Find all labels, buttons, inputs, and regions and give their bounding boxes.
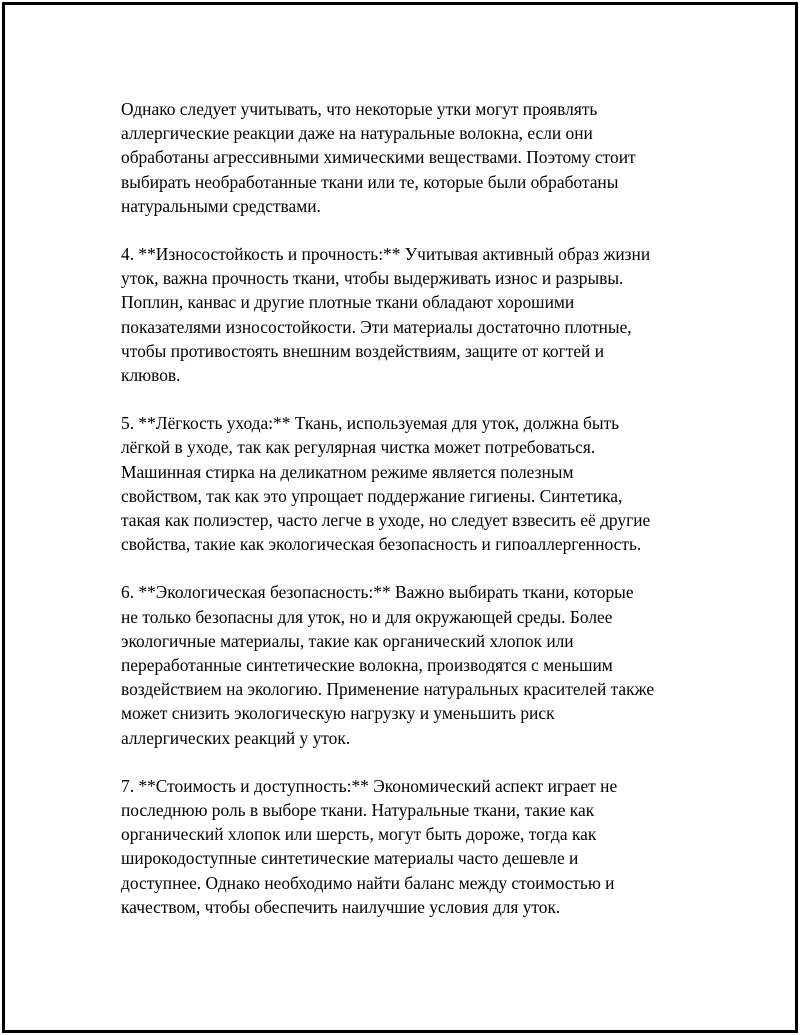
paragraph-item-6-eco-safety	[121, 580, 701, 749]
text-line: чтобы противостоять внешним воздействиям, защите от когтей и	[121, 340, 605, 361]
text-line: аллергические реакции даже на натуральные волокна, если они	[121, 123, 593, 144]
text-line: доступнее. Однако необходимо найти баланс между стоимостью и	[121, 872, 615, 893]
text-line: свойством, так как это упрощает поддержание гигиены. Синтетика,	[121, 485, 623, 506]
document-body	[121, 97, 701, 943]
text-line: 4. **Износостойкость и прочность:** Учитывая активный образ жизни	[121, 244, 651, 265]
paragraph-item-4-durability	[121, 242, 701, 387]
text-line: 6. **Экологическая безопасность:** Важно выбирать ткани, которые	[121, 582, 634, 603]
paragraph-item-7-cost	[121, 774, 701, 919]
text-line: органический хлопок или шерсть, могут быть дороже, тогда как	[121, 824, 597, 845]
text-line: уток, важна прочность ткани, чтобы выдерживать износ и разрывы.	[121, 268, 624, 289]
text-line: лёгкой в уходе, так как регулярная чистка может потребоваться.	[121, 437, 596, 458]
text-line: последнюю роль в выборе ткани. Натуральные ткани, такие как	[121, 800, 595, 821]
text-line: выбирать необработанные ткани или те, которые были обработаны	[121, 171, 619, 192]
text-line: Однако следует учитывать, что некоторые утки могут проявлять	[121, 99, 598, 119]
text-line: показателями износостойкости. Эти материалы достаточно плотные,	[121, 316, 632, 337]
text-line: не только безопасны для уток, но и для окружающей среды. Более	[121, 606, 613, 627]
text-line: экологичные материалы, такие как органический хлопок или	[121, 630, 574, 651]
text-line: Машинная стирка на деликатном режиме является полезным	[121, 461, 574, 482]
text-line: переработанные синтетические волокна, производятся с меньшим	[121, 655, 613, 676]
paragraph-item-5-easy-care	[121, 411, 701, 556]
text-line: свойства, такие как экологическая безопасность и гипоаллергенность.	[121, 534, 642, 555]
text-line: 7. **Стоимость и доступность:** Экономический аспект играет не	[121, 775, 618, 796]
document-page	[2, 2, 798, 1033]
text-line: клювов.	[121, 365, 181, 386]
paragraph-allergy-note	[121, 97, 701, 218]
text-line: 5. **Лёгкость ухода:** Ткань, используемая для уток, должна быть	[121, 413, 620, 434]
text-line: воздействием на экологию. Применение натуральных красителей также	[121, 679, 655, 700]
text-line: качеством, чтобы обеспечить наилучшие условия для уток.	[121, 896, 561, 917]
text-line: обработаны агрессивными химическими веществами. Поэтому стоит	[121, 147, 636, 168]
text-line: натуральными средствами.	[121, 195, 321, 216]
text-line: Поплин, канвас и другие плотные ткани обладают хорошими	[121, 292, 575, 313]
text-line: такая как полиэстер, часто легче в уходе, но следует взвесить её другие	[121, 510, 651, 531]
text-line: аллергических реакций у уток.	[121, 727, 351, 748]
text-line: широкодоступные синтетические материалы часто дешевле и	[121, 848, 579, 869]
text-line: может снизить экологическую нагрузку и уменьшить риск	[121, 703, 555, 724]
